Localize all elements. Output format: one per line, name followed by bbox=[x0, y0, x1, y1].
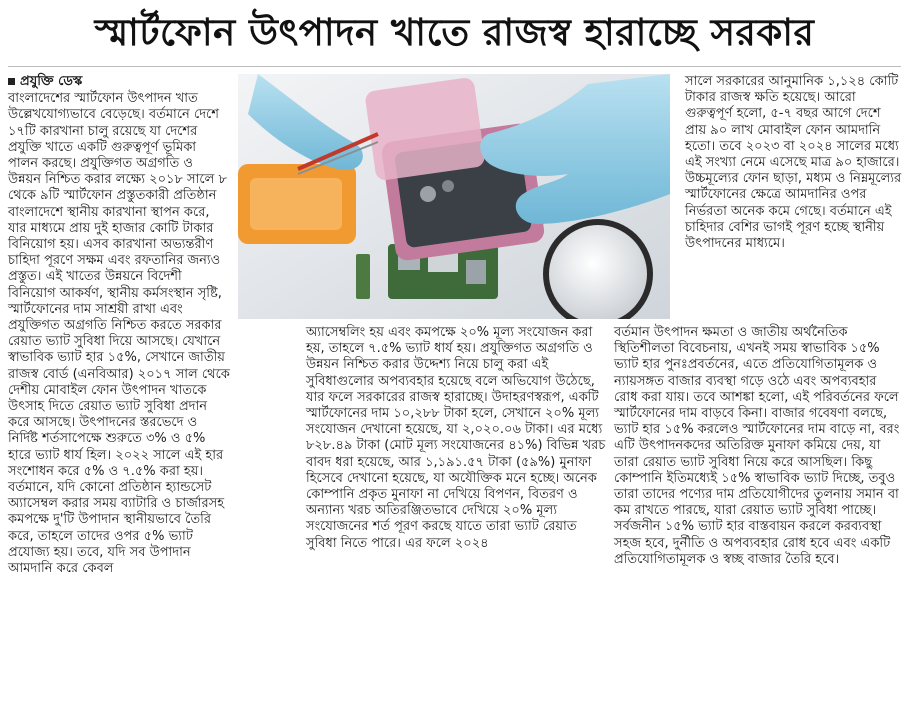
column-3-upper bbox=[685, 74, 903, 324]
column-1-text: বাংলাদেশের স্মার্টফোন উৎপাদন খাত উল্লেখযোগ্যভাবে বেড়েছে। বর্তমানে দেশে ১৭টি কারখানা চালু রয়েছে যা দেশের প্রযুক্তি খাতে একটি গুরুত্বপূর্ণ ভূমিকা পালন করছে। প্রযুক্তিগত অগ্রগতি ও উন্নয়ন নিশ্চিত করার লক্ষ্যে ২০১৮ সালে ৮ থেকে ৯টি স্মার্টফোন প্রস্তুতকারী প্রতিষ্ঠান বাংলাদেশে স্থানীয় কারখানা স্থাপন করে, যার মাধ্যমে প্রায় দুই হাজার কোটি টাকার বিনিয়োগ হয়। এসব কারখানা অভ্যন্তরীণ চাহিদা পূরণে সক্ষম এবং রফতানির জন্যও প্রস্তুত। এই খাতের উন্নয়নে বিদেশী বিনিয়োগ আকর্ষণ, স্থানীয় কর্মসংস্থান সৃষ্টি, স্মার্টফোনের দাম সাশ্রয়ী রাখা এবং প্রযুক্তিগত অগ্রগতি নিশ্চিত করতে সরকার রেয়াত ভ্যাট সুবিধা দিয়ে আসছে। যেখানে স্বাভাবিক ভ্যাট হার ১৫%, সেখানে জাতীয় রাজস্ব বোর্ড (এনবিআর) ২০১৭ সাল থেকে দেশীয় মোবাইল ফোন উৎপাদন খাতকে উৎসাহ দিতে রেয়াত ভ্যাট সুবিধা প্রদান করে আসছে। উৎপাদনের স্তরভেদে ও নির্দিষ্ট শর্তসাপেক্ষে শুরুতে ৩% ও ৫% হারে ভ্যাট ধার্য হিল। ২০২২ সালে এই হার সংশোধন করে ৫% ও ৭.৫% করা হয়। বর্তমানে, যদি কোনো প্রতিষ্ঠান হ্যান্ডসেট অ্যাসেম্বল করার সময় ব্যাটারি ও চার্জারসহ কমপক্ষে দু'টি উপাদান স্থানীয়ভাবে তৈরি করে, তাহলে তাদের ওপর ৫% ভ্যাট প্রযোজ্য হয়। তবে, যদি সব উপাদান আমদানি করে কেবল bbox=[8, 91, 230, 577]
screen-film bbox=[364, 77, 485, 181]
column-3-upper-text: সালে সরকারের আনুমানিক ১,১২৪ কোটি টাকার রাজস্ব ক্ষতি হয়েছে। আরো গুরুত্বপূর্ণ হলো, ৫-৭ বছর আগে দেশে প্রায় ৯০ লাখ মোবাইল ফোন আমদানি হতো। তবে ২০২৩ বা ২০২৪ সালের মধ্যে এই সংখ্যা নেমে এসেছে মাত্র ৯০ হাজারে। উচ্চমূল্যের ফোন ছাড়া, মধ্যম ও নিম্নমূল্যের স্মার্টফোনের ক্ষেত্রে আমদানির ওপর নির্ভরতা অনেক কমে গেছে। বর্তমানে এই চাহিদার বেশির ভাগই পূরণ হচ্ছে স্থানীয় উৎপাদনের মাধ্যমে। bbox=[685, 74, 902, 252]
column-1 bbox=[8, 74, 230, 694]
smartphone-repair-photo bbox=[238, 74, 670, 319]
column-2-text: অ্যাসেম্বলিং হয় এবং কমপক্ষে ২০% মূল্য সংযোজন করা হয়, তাহলে ৭.৫% ভ্যাট ধার্য হয়। প্রযুক্তিগত অগ্রগতি ও উন্নয়ন নিশ্চিত করার উদ্দেশ্য নিয়ে চালু করা এই সুবিধাগুলোর অপব্যবহার হয়েছে বলে অভিযোগ উঠেছে, যার ফলে সরকারের রাজস্ব হারাচ্ছে। উদাহরণস্বরূপ, একটি স্মার্টফোনের দাম ১০,২৮৮ টাকা হলে, সেখানে ২০% মূল্য সংযোজন দেখানো হয়েছে, যা ২,০২০.০৬ টাকা। এর মধ্যে ৮২৮.৪৯ টাকা (মোট মূল্য সংযোজনের ৪১%) বিভিন্ন খরচ বাবদ ধরা হয়েছে, আর ১,১৯১.৫৭ টাকা (৫৯%) মুনাফা হিসেবে দেখানো হয়েছে, যা অযৌক্তিক মনে হচ্ছে। অনেক কোম্পানি প্রকৃত মুনাফা না দেখিয়ে বিপণন, বিতরণ ও অন্যান্য খরচ অতিরঞ্জিতভাবে দেখিয়ে ২০% মূল্য সংযোজনের শর্ত পূরণ করছে যাতে তারা ভ্যাট রেয়াত সুবিধা নিতে পারে। এর ফলে ২০২৪ bbox=[306, 325, 606, 551]
column-2 bbox=[306, 325, 606, 700]
desk-label bbox=[8, 74, 230, 90]
headline-divider bbox=[8, 66, 901, 67]
photo-illustration bbox=[238, 74, 670, 319]
magnifier bbox=[546, 222, 650, 319]
headline: স্মার্টফোন উৎপাদন খাতে রাজস্ব হারাচ্ছে সরকার bbox=[94, 11, 815, 54]
column-3-lower-text: বর্তমান উৎপাদন ক্ষমতা ও জাতীয় অর্থনৈতিক স্থিতিশীলতা বিবেচনায়, এখনই সময় স্বাভাবিক ১৫% ভ্যাট হার পুনঃপ্রবর্তনের, এতে প্রতিযোগিতামূলক ও ন্যায়সঙ্গত বাজার ব্যবস্থা গড়ে ওঠে এবং অপব্যবহার রোধ করা যায়। তবে আশঙ্কা হলো, এই পরিবর্তনের ফলে স্মার্টফোনের দাম বাড়বে কিনা। বাজার গবেষণা বলছে, ভ্যাট হার ১৫% করলেও স্মার্টফোনের দাম বাড়ে না, বরং এটি উৎপাদনকদের অতিরিক্ত মুনাফা কমিয়ে দেয়, যা তারা রেয়াত ভ্যাট সুবিধা নিয়ে করে আসছিল। কিছু কোম্পানি ইতিমধ্যেই ১৫% স্বাভাবিক ভ্যাট দিচ্ছে, তবুও তারা তাদের পণ্যের দাম প্রতিযোগীদের তুলনায় সমান বা কম রাখতে পারছে, যারা রেয়াত ভ্যাট সুবিধা পাচ্ছে। সর্বজনীন ১৫% ভ্যাট হার বাস্তবায়ন করলে করব্যবস্থা সহজ হবে, দুর্নীতি ও অপব্যবহার রোধ হবে এবং একটি প্রতিযোগিতামূলক ও স্বচ্ছ বাজার তৈরি হবে। bbox=[614, 325, 900, 567]
desk-text: প্রযুক্তি ডেস্ক bbox=[20, 74, 83, 89]
column-3-lower bbox=[614, 325, 904, 700]
bullet-icon bbox=[8, 78, 15, 85]
